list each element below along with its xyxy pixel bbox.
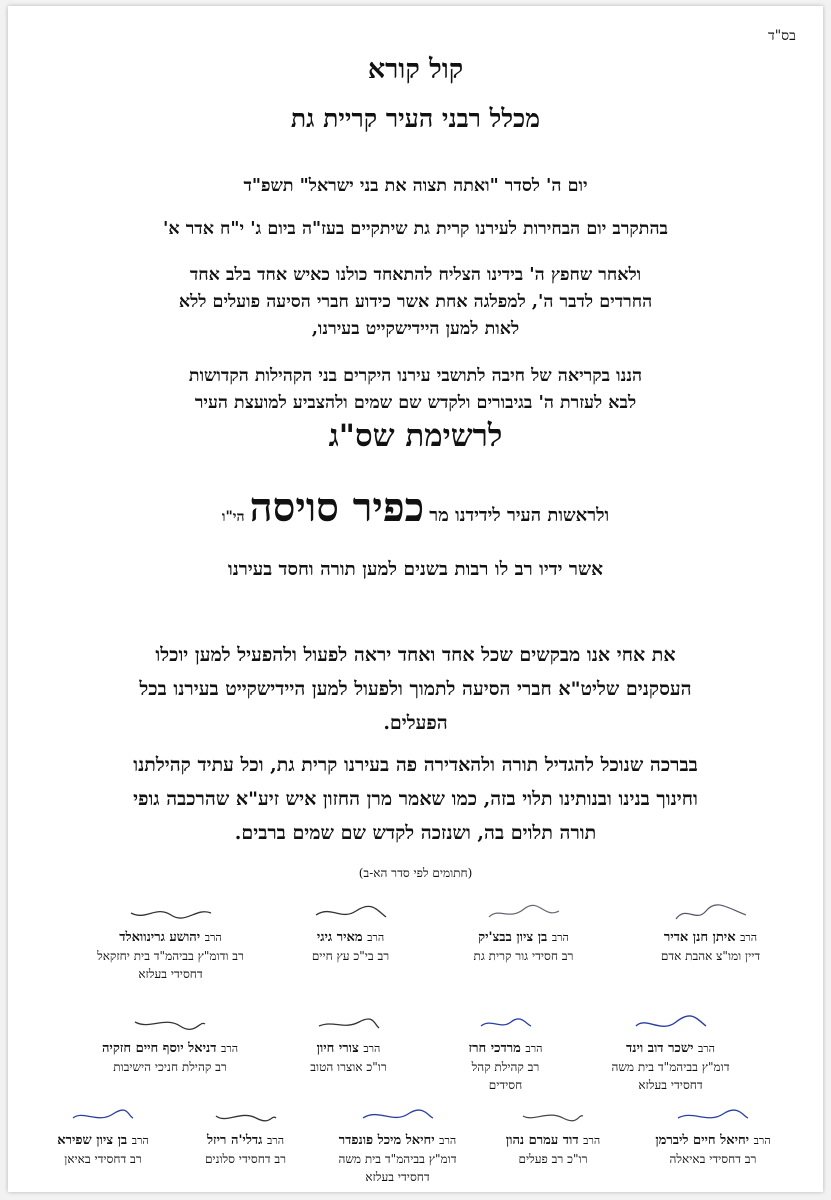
- signature-name: גדלי'ה ריזל: [206, 1133, 263, 1148]
- handwritten-signature: [673, 1104, 753, 1128]
- mayor-name: כפיר סויסה: [249, 484, 425, 531]
- unity-line-3: לאות למען היידישקייט בעירנו,: [311, 319, 520, 339]
- title-kol-kore: קול קורא: [367, 54, 464, 85]
- handwritten-signature: [484, 901, 564, 925]
- mayor-description: אשר ידיו רב לו רבות בשנים למען תורה וחסד בעירנו: [228, 559, 603, 580]
- signature-role: דומ"ץ בביהמ"ד בית משה: [338, 1152, 457, 1166]
- signature-block: הרב יחיאל מיכל פונפדר דומ"ץ בביהמ"ד בית משה דחסידי בעלזא: [320, 1104, 475, 1186]
- election-line: בהתקרב יום הבחירות לעירנו קרית גת שיתקיים בעז"ה ביום ג' י"ח אדר א': [163, 219, 668, 239]
- document-page: [8, 6, 823, 1192]
- signature-name: יהושע גרינוואלד: [119, 930, 201, 945]
- signature-role-2: דחסידי בעלזא: [365, 1170, 430, 1184]
- handwritten-signature: [518, 1104, 588, 1128]
- signature-block: הרב בן ציון שפירא רב דחסידי באיאן: [33, 1104, 173, 1168]
- signature-role: רו"כ רב פעלים: [518, 1152, 588, 1166]
- signature-role: רב דחסידי באיאן: [64, 1152, 142, 1166]
- signature-block: הרב ישכר דוב וינד דומ"ץ בביהמ"ד בית משה דחסידי בעלזא: [583, 1012, 758, 1094]
- request-line-2: העסקנים שליט"א חברי הסיעה לתמוך ולפעול למען היידישקייט בעירנו בכל: [139, 678, 692, 700]
- signature-role: רו"כ אוצרו הטוב: [310, 1060, 387, 1074]
- signature-name: יחיאל מיכל פונפדר: [338, 1133, 435, 1148]
- signature-block: הרב צורי חיון רו"כ אוצרו הטוב: [261, 1012, 436, 1076]
- signature-name: יחיאל חיים ליברמן: [655, 1133, 750, 1148]
- signature-role: רב בי"כ עץ חיים: [311, 949, 390, 963]
- signature-name: צורי חיון: [316, 1041, 359, 1056]
- handwritten-signature: [126, 901, 216, 925]
- signature-role-2: דחסידי בעלזא: [138, 967, 203, 981]
- signature-name: בן ציון בבצ'יק: [478, 930, 548, 945]
- signature-role-2: דחסידי בעלזא: [638, 1078, 703, 1092]
- handwritten-signature: [631, 1012, 711, 1036]
- signed-order-note: (חתומים לפי סדר הא-ב): [358, 866, 473, 880]
- mayor-line: [8, 484, 823, 531]
- signature-role: רב ודומ"ץ בביהמ"ד בית יחזקאל: [97, 949, 244, 963]
- mayor-suffix: הי"ו: [221, 509, 245, 525]
- signature-role-2: חסידים: [488, 1078, 523, 1092]
- request-line-1: את אחי אנו מבקשים שכל אחד ואחד יראה לפעול ולהפעיל למען יוכלו: [155, 644, 676, 666]
- signature-block: הרב גדלי'ה ריזל רב דחסידי סלונים: [178, 1104, 313, 1168]
- handwritten-signature: [314, 1012, 384, 1036]
- call-line-1: הננו בקריאה של חיבה לתושבי עירנו היקרים בני הקהילות הקדושות: [188, 366, 643, 386]
- blessing-line-3: תורה תלוים בה, ושנזכה לקדש שם שמים ברבים.: [234, 822, 597, 844]
- call-line-2: לבא לעזרת ה' בגיבורים ולקדש שם שמים ולהצביע למועצת העיר: [194, 393, 637, 413]
- list-name: לרשימת שס"ג: [328, 418, 503, 454]
- handwritten-signature: [311, 901, 391, 925]
- signature-name: דניאל יוסף חיים חזקיה: [101, 1041, 217, 1056]
- signature-role: רב דחסידי באיאלה: [669, 1152, 757, 1166]
- mayor-prefix: ולראשות העיר לידידנו מר: [429, 505, 610, 526]
- blessing-line-2: וחינוך בנינו ובנותינו תלוי בזה, כמו שאמר מרן החזון איש זיע"א שהרכבה גופי: [133, 788, 698, 810]
- handwritten-signature: [68, 1104, 138, 1128]
- handwritten-signature: [130, 1012, 210, 1036]
- unity-line-2: החרדים לדבר ה', למפלגה אחת אשר כידוע חברי הסיעה פועלים ללא: [178, 292, 653, 312]
- handwritten-signature: [476, 1012, 536, 1036]
- handwritten-signature: [211, 1104, 281, 1128]
- signature-block: הרב בן ציון בבצ'יק רב חסידי גור קרית גת: [436, 901, 611, 965]
- handwritten-signature: [671, 901, 751, 925]
- signature-name: איתן חנן אדיר: [663, 930, 736, 945]
- signature-block: הרב דוד עמרם נהון רו"כ רב פעלים: [478, 1104, 628, 1168]
- unity-line-1: ולאחר שחפץ ה' בידינו הצליח להתאחד כולנו כאיש אחד בלב אחד: [189, 265, 642, 285]
- signature-name: דוד עמרם נהון: [505, 1133, 579, 1148]
- signature-block: הרב יהושע גרינוואלד רב ודומ"ץ בביהמ"ד בית יחזקאל דחסידי בעלזא: [83, 901, 258, 983]
- handwritten-signature: [358, 1104, 438, 1128]
- title-rabbis: מכלל רבני העיר קריית גת: [290, 104, 541, 133]
- signature-name: מרדכי חרז: [468, 1041, 521, 1056]
- signature-name: ישכר דוב וינד: [625, 1041, 694, 1056]
- signature-role: רב קהילת חניכי הישיבות: [113, 1060, 227, 1074]
- signature-block: הרב יחיאל חיים ליברמן רב דחסידי באיאלה: [633, 1104, 793, 1168]
- date-line: יום ה' לסדר "ואתה תצוה את בני ישראל" תשפ"ד: [243, 176, 588, 196]
- request-line-3: הפעלים.: [383, 712, 448, 734]
- signature-role: דומ"ץ בביהמ"ד בית משה: [611, 1060, 730, 1074]
- signature-role: רב חסידי גור קרית גת: [473, 949, 574, 963]
- signature-name: בן ציון שפירא: [57, 1133, 128, 1148]
- signature-role: רב דחסידי סלונים: [204, 1152, 287, 1166]
- signature-block: הרב דניאל יוסף חיים חזקיה רב קהילת חניכי הישיבות: [70, 1012, 270, 1076]
- signature-block: הרב איתן חנן אדיר דיין ומו"צ אהבת אדם: [623, 901, 798, 965]
- signature-role: רב קהילת קהל: [471, 1060, 540, 1074]
- signature-name: מאיר גיגי: [316, 930, 363, 945]
- signature-block: הרב מרדכי חרז רב קהילת קהל חסידים: [418, 1012, 593, 1094]
- signature-block: הרב מאיר גיגי רב בי"כ עץ חיים: [263, 901, 438, 965]
- blessing-line-1: בברכה שנוכל להגדיל תורה ולהאדירה פה בעירנו קרית גת, וכל עתיד קהילתנו: [133, 754, 698, 776]
- signature-role: דיין ומו"צ אהבת אדם: [660, 949, 761, 963]
- bsd-header: בס"ד: [768, 28, 796, 44]
